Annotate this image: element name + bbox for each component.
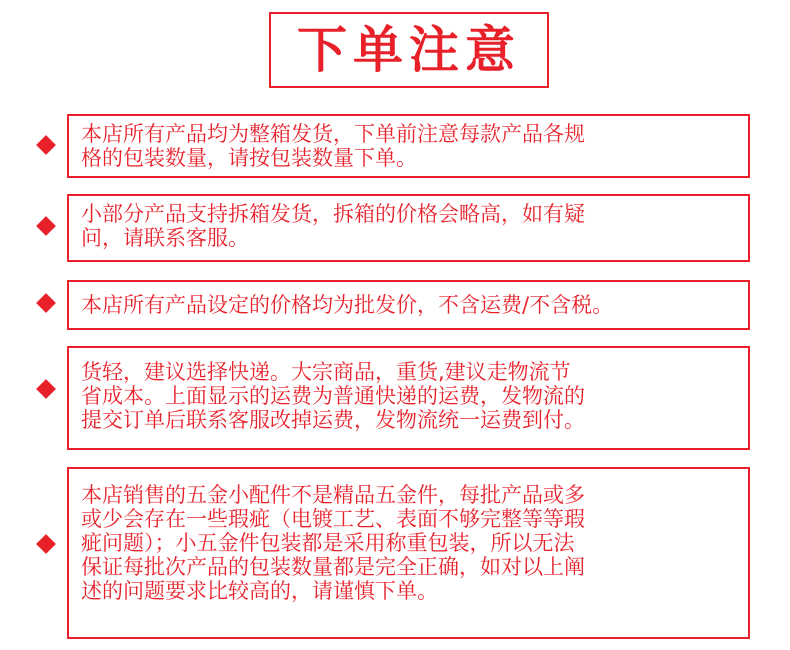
diamond-bullet-icon [36,293,56,313]
notice-box [67,280,750,330]
notice-box [67,114,750,178]
notice-text: 本店所有产品设定的价格均为批发价，不含运费/不含税。 [81,293,614,317]
notice-text: 货轻，建议选择快递。大宗商品，重货,建议走物流节 省成本。上面显示的运费为普通快递的运费，发物流的 提交订单后联系客服改掉运费，发物流统一运费到付。 [81,360,585,432]
notice-box [67,467,750,639]
title-box [269,12,549,88]
diamond-bullet-icon [36,216,56,236]
diamond-bullet-icon [36,379,56,399]
notice-text: 小部分产品支持拆箱发货，拆箱的价格会略高，如有疑 问，请联系客服。 [81,202,585,250]
notice-box [67,194,750,262]
page-title: 下单注意 [297,21,521,79]
notice-text: 本店销售的五金小配件不是精品五金件，每批产品或多 或少会存在一些瑕疵（电镀工艺、表面不够完整等等瑕 疵问题）；小五金件包装都是采用称重包装，所以无法 保证每批次产品的包装数量都是完全正确，如对以上阐 述的问题要求比较高的，请谨慎下单。 [81,483,585,603]
notice-box [67,346,750,450]
diamond-bullet-icon [36,534,56,554]
notice-text: 本店所有产品均为整箱发货，下单前注意每款产品各规 格的包装数量，请按包装数量下单。 [81,122,585,170]
diamond-bullet-icon [36,135,56,155]
